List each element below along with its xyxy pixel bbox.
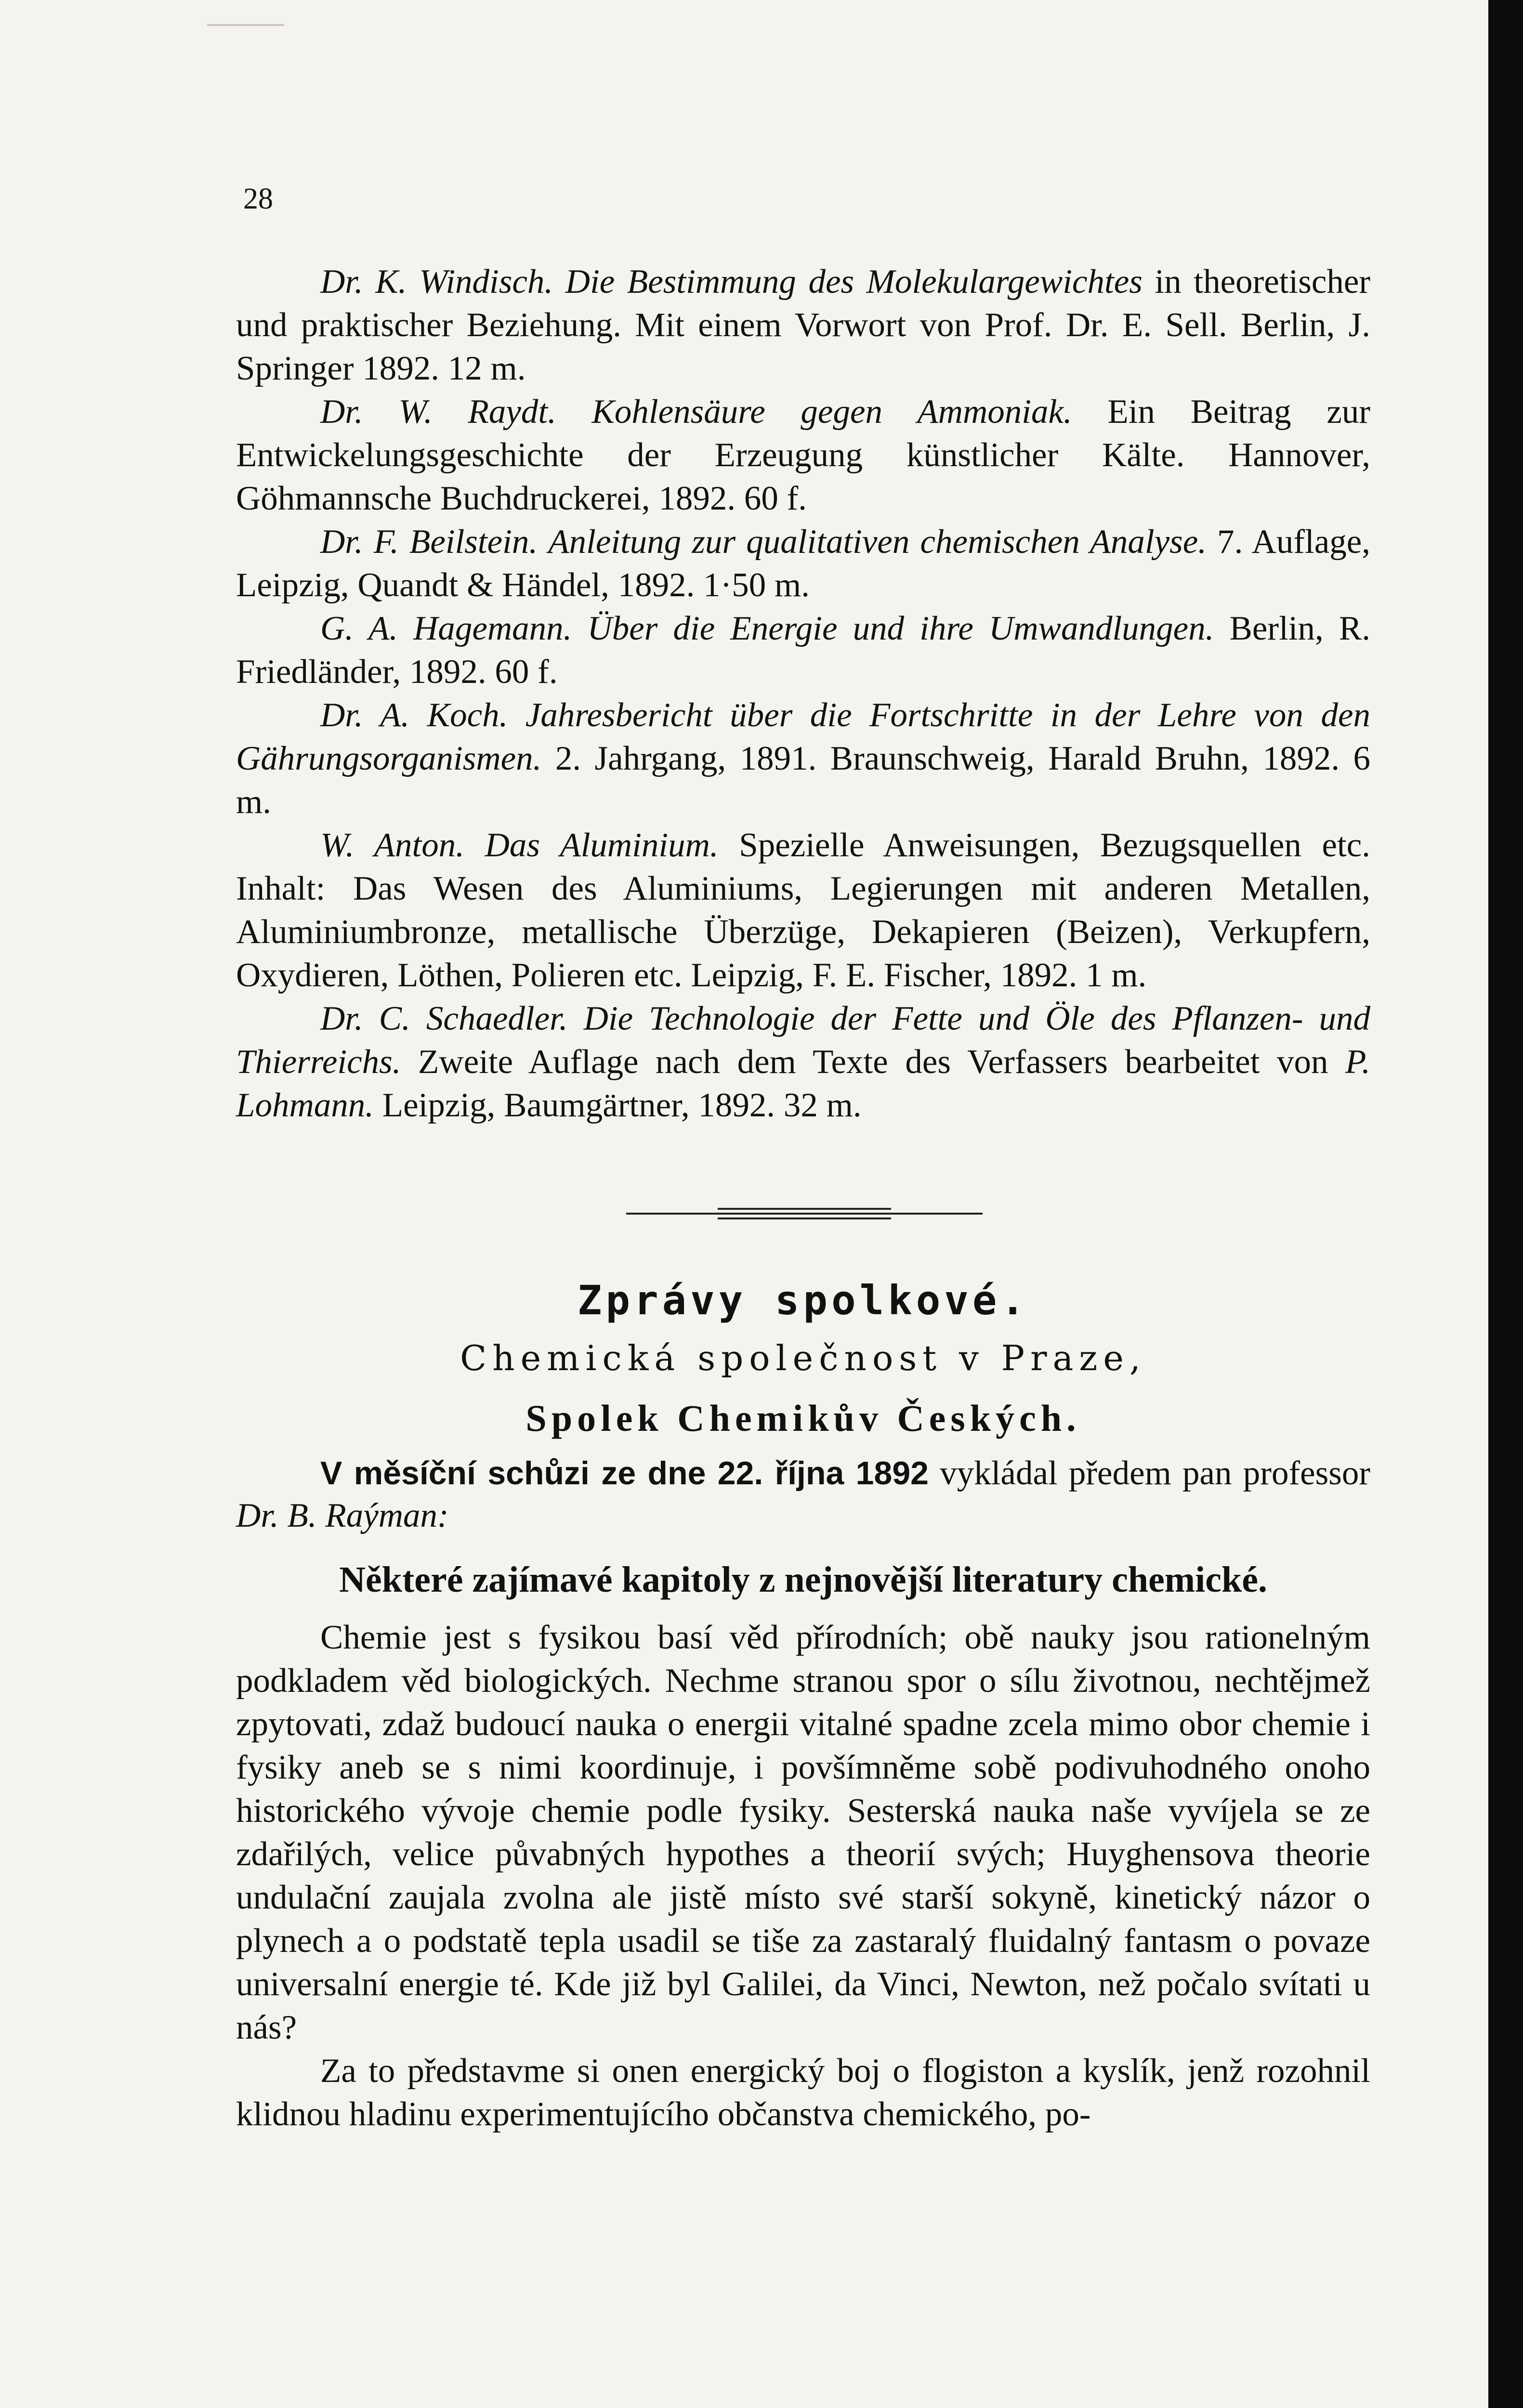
paragraph: Za to představme si onen energický boj o flogiston a kyslík, jenž rozohnil klidnou hladinu experimentujícího občanstva chemického, po- — [236, 2052, 1370, 2133]
section-divider — [626, 1204, 983, 1223]
reference-item: Dr. A. Koch. Jahresbericht über die Fortschritte in der Lehre von den Gährungsorganismen. 2. Jahrgang, 1891. Braunschweig, Harald Bruhn, 1892. 6 m. — [236, 696, 1370, 821]
paragraph: Chemie jest s fysikou basí věd přírodních; obě nauky jsou rationelným podkladem věd biologických. Nechme stranou spor o sílu životnou, nechtějmež zpytovati, zdaž budoucí nauka o energii vitalné spadne zcela mimo obor chemie i fysiky aneb se s nimi koordinuje, i povšímněme sobě podivuhodného onoho historického vývoje chemie podle fysiky. Sesterská nauka naše vyvíjela se ze zdařilých, velice půvabných hypothes a theorií svých; Huyghensova theorie undulační zaujala zvolna ale jistě místo své starší sokyně, kinetický názor o plynech a o podstatě tepla usadil se tiše za zastaralý fluidalný fantasm o povaze universalní energie té. Kde již byl Galilei, da Vinci, Newton, než počalo svítati u nás? — [236, 1619, 1370, 2046]
divider-line — [718, 1208, 891, 1210]
section-heading: Zprávy spolkové. — [577, 1277, 1029, 1324]
body-text — [236, 1616, 1370, 2136]
scan-edge — [1488, 0, 1523, 2408]
reference-item: W. Anton. Das Aluminium. Spezielle Anweisungen, Bezugsquellen etc. Inhalt: Das Wesen des Aluminiums, Legierungen mit anderen Metallen, Aluminiumbronze, metallische Überzüge, Dekapieren (Beizen), Verkupfern, Oxydieren, Löthen, Polieren etc. Leipzig, F. E. Fischer, 1892. 1 m. — [236, 826, 1371, 994]
society-name: Chemická společnost v Praze, — [460, 1338, 1146, 1378]
scan-artifact — [207, 24, 284, 26]
bibliography-list — [236, 260, 1370, 1127]
club-name: Spolek Chemikův Českých. — [525, 1397, 1081, 1439]
section-heading-block — [236, 1271, 1370, 1450]
reference-item: Dr. C. Schaedler. Die Technologie der Fette und Öle des Pflanzen- und Thierreichs. Zweite Auflage nach dem Texte des Verfassers bearbeitet von P. Lohmann. Leipzig, Baumgärtner, 1892. 32 m. — [236, 1000, 1370, 1124]
reference-item: Dr. K. Windisch. Die Bestimmung des Molekulargewichtes in theoretischer und praktischer Beziehung. Mit einem Vorwort von Prof. Dr. E. Sell. Berlin, J. Springer 1892. 12 m. — [236, 263, 1370, 387]
divider-line — [718, 1217, 891, 1219]
divider-line — [626, 1213, 983, 1215]
reference-item: G. A. Hagemann. Über die Energie und ihre Umwandlungen. Berlin, R. Friedländer, 1892. 60 f. — [236, 610, 1370, 691]
page-number: 28 — [243, 183, 273, 215]
reference-item: Dr. F. Beilstein. Anleitung zur qualitativen chemischen Analyse. 7. Auflage, Leipzig, Quandt & Händel, 1892. 1·50 m. — [236, 523, 1371, 604]
reference-item: Dr. W. Raydt. Kohlensäure gegen Ammoniak. Ein Beitrag zur Entwickelungsgeschichte der Erzeugung künstlicher Kälte. Hannover, Göhmannsche Buchdruckerei, 1892. 60 f. — [236, 393, 1371, 517]
meeting-intro: V měsíční schůzi ze dne 22. října 1892 vykládal předem pan professor Dr. B. Raýman: — [236, 1454, 1370, 1534]
lecture-title: Některé zajímavé kapitoly z nejnovější literatury chemické. — [339, 1559, 1267, 1600]
